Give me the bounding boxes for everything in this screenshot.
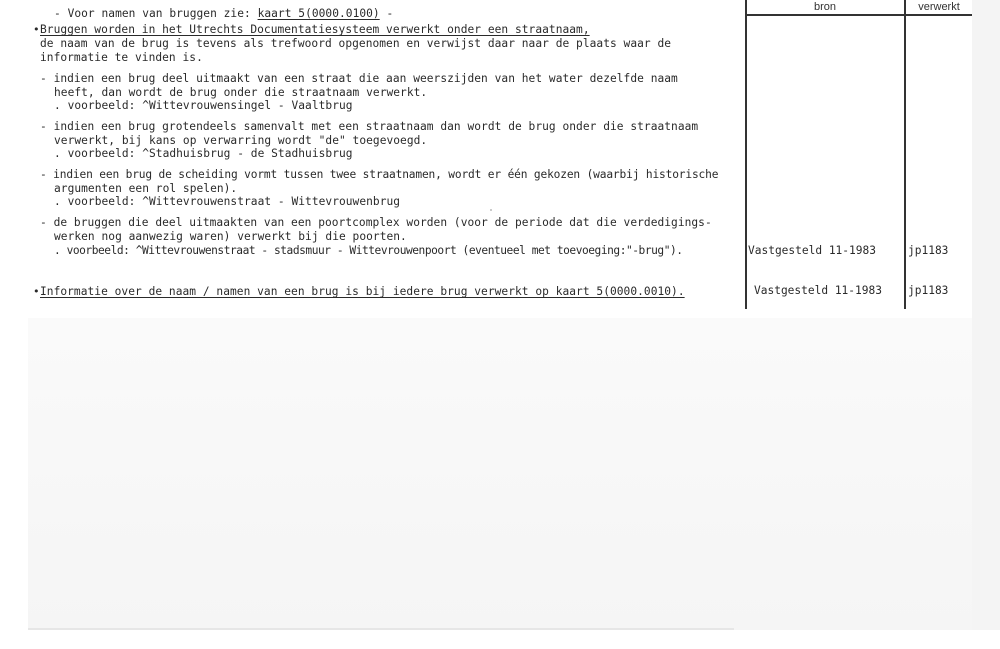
rule-3-line-2: argumenten een rol spelen). — [54, 182, 238, 195]
column-header-verwerkt: verwerkt — [918, 1, 960, 13]
paragraph-1-line-1: Bruggen worden in het Utrechts Documentatiesysteem verwerkt onder een straatnaam, — [40, 23, 590, 36]
column-rule-middle — [904, 0, 906, 309]
rule-4-line-2: werken nog aanwezig waren) verwerkt bij die poorten. — [54, 230, 407, 243]
rule-2-line-2: verwerkt, bij kans op verwarring wordt "de" toegevoegd. — [54, 134, 428, 147]
rule-2-line-1: - indien een brug grotendeels samenvalt met een straatnaam dan wordt de brug onder die straatnaam — [40, 120, 699, 133]
paragraph-1-line-3: informatie te vinden is. — [40, 51, 203, 64]
row-1-bron: Vastgesteld 11-1983 — [748, 244, 876, 257]
paper-background — [28, 318, 972, 630]
paragraph-1-line-2: de naam van de brug is tevens als trefwoord opgenomen en verwijst daar naar de plaats waar de — [40, 37, 672, 50]
scan-margin — [972, 0, 1000, 630]
rule-3-example: . voorbeeld: ^Wittevrouwenstraat - Wittevrouwenbrug — [54, 195, 401, 208]
row-2-verwerkt: jp1183 — [908, 284, 949, 297]
reference-link: kaart 5(0000.0100) — [257, 7, 380, 20]
reference-line — [54, 7, 393, 20]
rule-1-line-2: heeft, dan wordt de brug onder die straatnaam verwerkt. — [54, 86, 428, 99]
scan-speck — [490, 209, 492, 211]
column-header-bron: bron — [813, 1, 837, 13]
bullet-mark: • — [33, 285, 40, 298]
row-2-bron: Vastgesteld 11-1983 — [754, 284, 882, 297]
bullet-mark: • — [33, 23, 40, 36]
reference-suffix: - — [379, 7, 394, 20]
rule-1-line-1: - indien een brug deel uitmaakt van een straat die aan weerszijden van het water dezelfde naam — [40, 72, 678, 85]
rule-3-line-1: - indien een brug de scheiding vormt tussen twee straatnamen, wordt er één gekozen (waarbij historische — [40, 168, 719, 181]
reference-prefix: - Voor namen van bruggen zie: — [54, 7, 258, 20]
rule-4-example: . voorbeeld: ^Wittevrouwenstraat - stadsmuur - Wittevrouwenpoort (eventueel met toevoeging:"-brug"). — [54, 244, 683, 257]
rule-1-example: . voorbeeld: ^Wittevrouwensingel - Vaaltbrug — [54, 99, 353, 112]
row-1-verwerkt: jp1183 — [908, 244, 949, 257]
rule-2-example: . voorbeeld: ^Stadhuisbrug - de Stadhuisbrug — [54, 147, 353, 160]
paper-edge — [28, 628, 734, 630]
header-rule — [746, 14, 972, 16]
rule-4-line-1: - de bruggen die deel uitmaakten van een poortcomplex worden (voor de periode dat die verdedigings- — [40, 216, 712, 229]
column-rule-left — [745, 0, 747, 309]
paragraph-2: Informatie over de naam / namen van een brug is bij iedere brug verwerkt op kaart 5(0000.0010). — [40, 285, 685, 298]
